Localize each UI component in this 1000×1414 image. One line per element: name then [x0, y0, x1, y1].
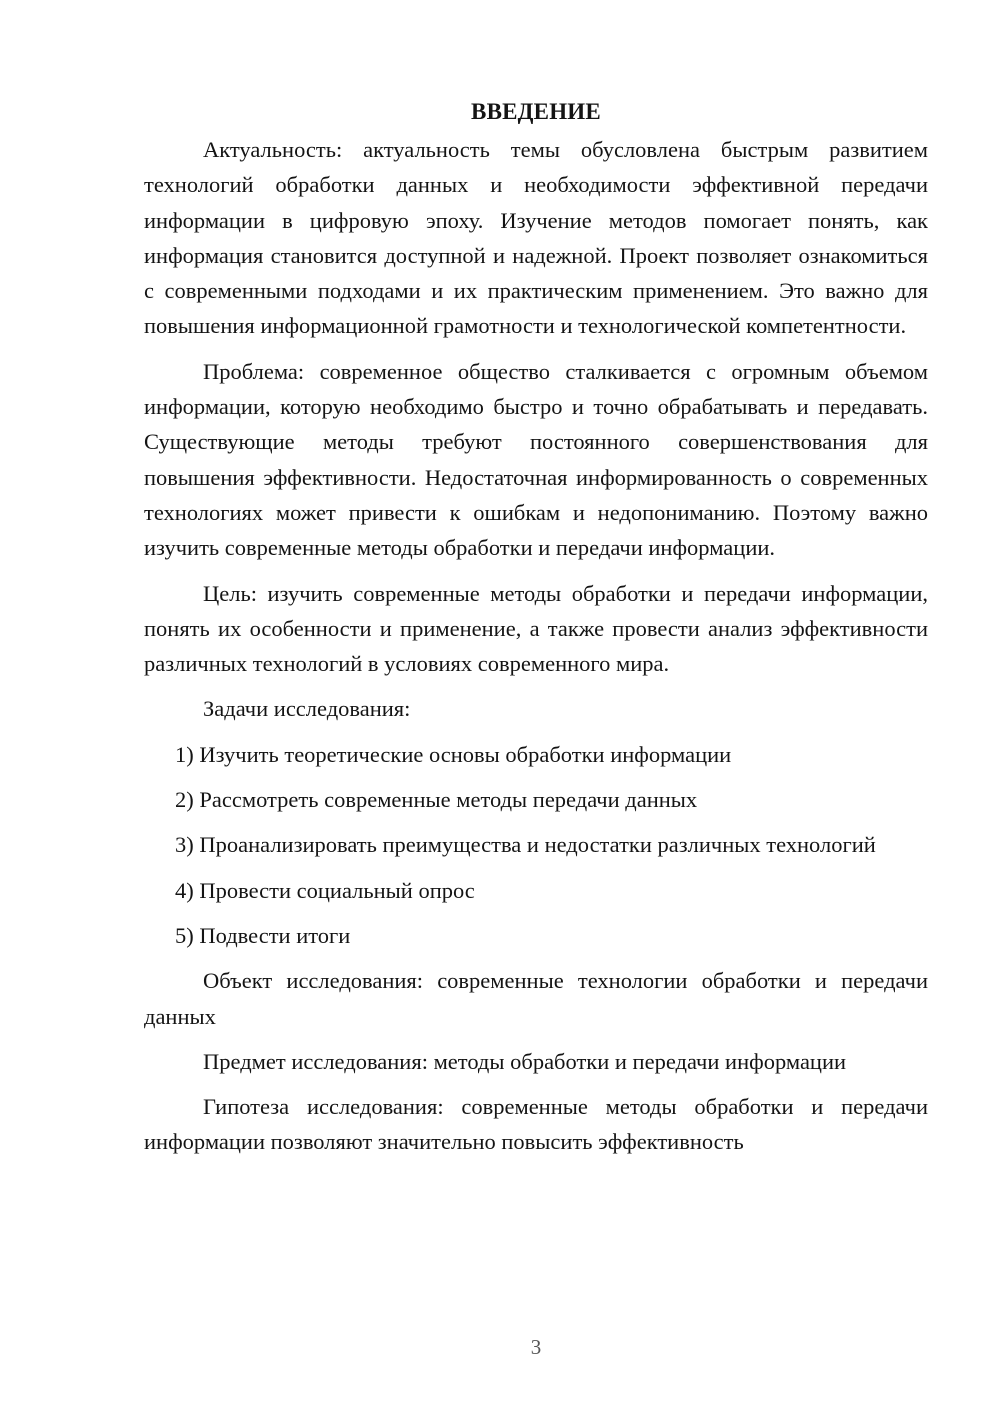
task-item-2: 2) Рассмотреть современные методы передачи данных	[175, 787, 698, 813]
page-number: 3	[530, 1335, 542, 1359]
task-item-3: 3) Проанализировать преимущества и недостатки различных технологий	[175, 832, 876, 858]
paragraph-goal: Цель: изучить современные методы обработки и передачи информации, понять их особенности и применение, а также провести анализ эффективности различных технологий в условиях современного мира.	[144, 580, 928, 677]
paragraph-problem: Проблема: современное общество сталкивается с огромным объемом информации, которую необходимо быстро и точно обрабатывать и передавать. Существующие методы требуют постоянного совершенствования для повышения эффективности. Недостаточная информированность о современных технологиях может привести к ошибкам и недопониманию. Поэтому важно изучить современные методы обработки и передачи информации.	[144, 358, 928, 561]
task-item-1: 1) Изучить теоретические основы обработки информации	[175, 741, 732, 767]
task-item-5: 5) Подвести итоги	[175, 922, 351, 948]
paragraph-relevance: Актуальность: актуальность темы обусловлена быстрым развитием технологий обработки данных и необходимости эффективной передачи информации в цифровую эпоху. Изучение методов помогает понять, как информация становится доступной и надежной. Проект позволяет ознакомиться с современными подходами и их практическим применением. Это важно для повышения информационной грамотности и технологической компетентности.	[144, 137, 928, 339]
paragraph-subject: Предмет исследования: методы обработки и передачи информации	[203, 1048, 847, 1074]
section-title: ВВЕДЕНИЕ	[471, 99, 601, 124]
document-page	[144, 94, 928, 1170]
paragraph-tasks-heading: Задачи исследования:	[203, 696, 411, 722]
paragraph-hypothesis: Гипотеза исследования: современные методы обработки и передачи информации позволяют значительно повысить эффективность	[144, 1094, 928, 1155]
paragraph-object: Объект исследования: современные технологии обработки и передачи данных	[144, 968, 928, 1029]
task-item-4: 4) Провести социальный опрос	[175, 877, 475, 903]
